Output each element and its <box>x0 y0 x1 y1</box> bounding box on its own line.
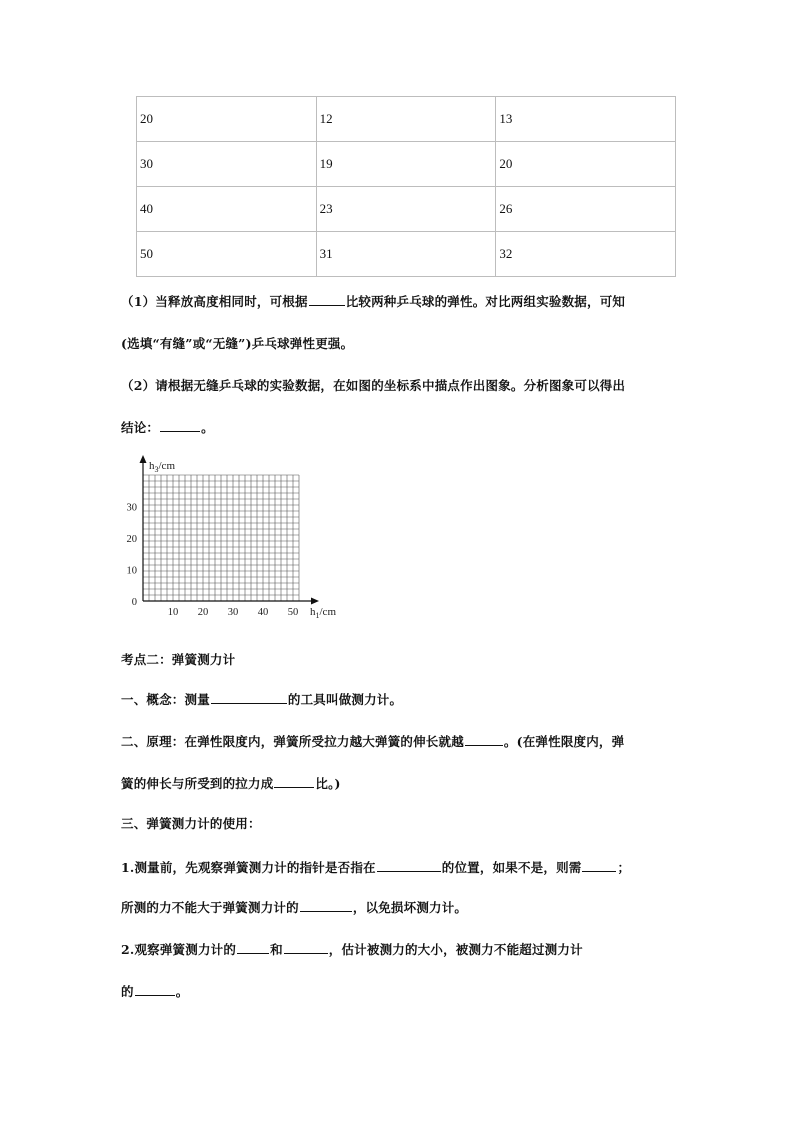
table-row <box>137 142 676 187</box>
item1-text-a: 1.测量前，先观察弹簧测力计的指针是否指在 <box>121 860 376 875</box>
table-cell: 20 <box>496 142 676 187</box>
coordinate-grid-chart <box>118 452 358 627</box>
usage-item-1-line-2 <box>121 898 467 916</box>
answer-blank[interactable] <box>582 859 616 872</box>
table-cell: 32 <box>496 232 676 277</box>
y-tick-label: 20 <box>126 534 137 545</box>
item1-text-d: 所测的力不能大于弹簧测力计的 <box>121 900 299 915</box>
y-axis-label-subscript: 3 <box>154 465 159 474</box>
x-tick-label: 20 <box>197 607 209 618</box>
answer-blank[interactable] <box>135 983 175 996</box>
principle-line-2 <box>121 774 341 792</box>
table-cell: 19 <box>316 142 496 187</box>
item2-text-b: 和 <box>270 942 283 957</box>
answer-blank[interactable] <box>274 775 314 788</box>
x-axis-label <box>310 606 336 620</box>
y-axis-label-symbol: h <box>149 460 155 472</box>
item1-text-b: 的位置，如果不是，则需 <box>441 860 582 875</box>
x-tick-label: 30 <box>227 607 239 618</box>
usage-heading <box>121 814 261 832</box>
table-cell: 26 <box>496 187 676 232</box>
usage-item-1-line-1 <box>121 858 630 876</box>
principle-text-c: 簧的伸长与所受到的拉力成 <box>121 776 274 791</box>
answer-blank[interactable] <box>160 419 200 432</box>
principle-line-1 <box>121 732 624 750</box>
y-axis-label-unit: /cm <box>158 460 175 472</box>
table-cell: 20 <box>137 97 317 142</box>
x-tick-label: 40 <box>257 607 269 618</box>
table-cell: 40 <box>137 187 317 232</box>
usage-item-2-line-1 <box>121 940 583 958</box>
q2-text-a: （2）请根据无缝乒乓球的实验数据，在如图的坐标系中描点作出图象。分析图象可以得出 <box>121 378 626 393</box>
data-table <box>136 96 676 277</box>
answer-blank[interactable] <box>465 733 503 746</box>
question-2-line-2 <box>121 418 214 436</box>
x-tick-label: 50 <box>287 607 299 618</box>
table-row <box>137 232 676 277</box>
item1-text-e: ，以免损坏测力计。 <box>352 900 468 915</box>
answer-blank[interactable] <box>284 941 328 954</box>
concept-text-b: 的工具叫做测力计。 <box>287 692 403 707</box>
x-axis-label-subscript: 1 <box>315 611 320 620</box>
question-1-line-1 <box>121 292 625 310</box>
q2-text-b: 结论： <box>121 420 160 435</box>
table-cell: 13 <box>496 97 676 142</box>
concept-text-a: 一、概念：测量 <box>121 692 210 707</box>
table-cell: 12 <box>316 97 496 142</box>
item2-text-e: 。 <box>175 984 189 999</box>
y-tick-label: 0 <box>131 597 137 608</box>
q1-text-a: （1）当释放高度相同时，可根据 <box>121 294 308 309</box>
y-tick-label: 30 <box>126 502 137 514</box>
item2-text-d: 的 <box>121 984 134 999</box>
x-axis-arrow <box>311 598 319 605</box>
section-heading <box>121 650 235 668</box>
principle-text-b: 。(在弹性限度内，弹 <box>503 734 625 749</box>
question-1-line-2 <box>121 334 353 352</box>
item1-text-c: ； <box>617 860 631 875</box>
item2-text-c: ，估计被测力的大小，被测力不能超过测力计 <box>328 942 583 957</box>
y-axis-label <box>149 460 175 474</box>
data-table-body <box>137 97 676 277</box>
table-cell: 50 <box>137 232 317 277</box>
table-cell: 30 <box>137 142 317 187</box>
answer-blank[interactable] <box>377 859 441 872</box>
q1-text-b: 比较两种乒乓球的弹性。对比两组实验数据，可知 <box>345 294 626 309</box>
principle-text-d: 比。) <box>315 776 341 791</box>
answer-blank[interactable] <box>309 293 345 306</box>
answer-blank[interactable] <box>300 899 352 912</box>
q1-text-c: (选填“有缝”或“无缝”)乒乓球弹性更强。 <box>121 336 354 351</box>
answer-blank[interactable] <box>211 691 287 704</box>
section-title: 考点二：弹簧测力计 <box>121 652 236 667</box>
principle-text-a: 二、原理：在弹性限度内，弹簧所受拉力越大弹簧的伸长就越 <box>121 734 464 749</box>
table-row <box>137 187 676 232</box>
usage-item-2-line-2 <box>121 982 188 1000</box>
item2-text-a: 2.观察弹簧测力计的 <box>121 942 237 957</box>
x-tick-label: 10 <box>167 607 179 618</box>
usage-title: 三、弹簧测力计的使用： <box>121 816 261 831</box>
x-axis-label-unit: /cm <box>319 606 336 618</box>
concept-line <box>121 690 402 708</box>
table-cell: 23 <box>316 187 496 232</box>
question-2-line-1 <box>121 376 625 394</box>
table-row <box>137 97 676 142</box>
x-axis-label-symbol: h <box>310 606 316 618</box>
y-tick-label: 10 <box>126 565 137 577</box>
table-cell: 31 <box>316 232 496 277</box>
answer-blank[interactable] <box>237 941 269 954</box>
y-axis-arrow <box>140 455 147 463</box>
q2-text-c: 。 <box>201 420 214 435</box>
